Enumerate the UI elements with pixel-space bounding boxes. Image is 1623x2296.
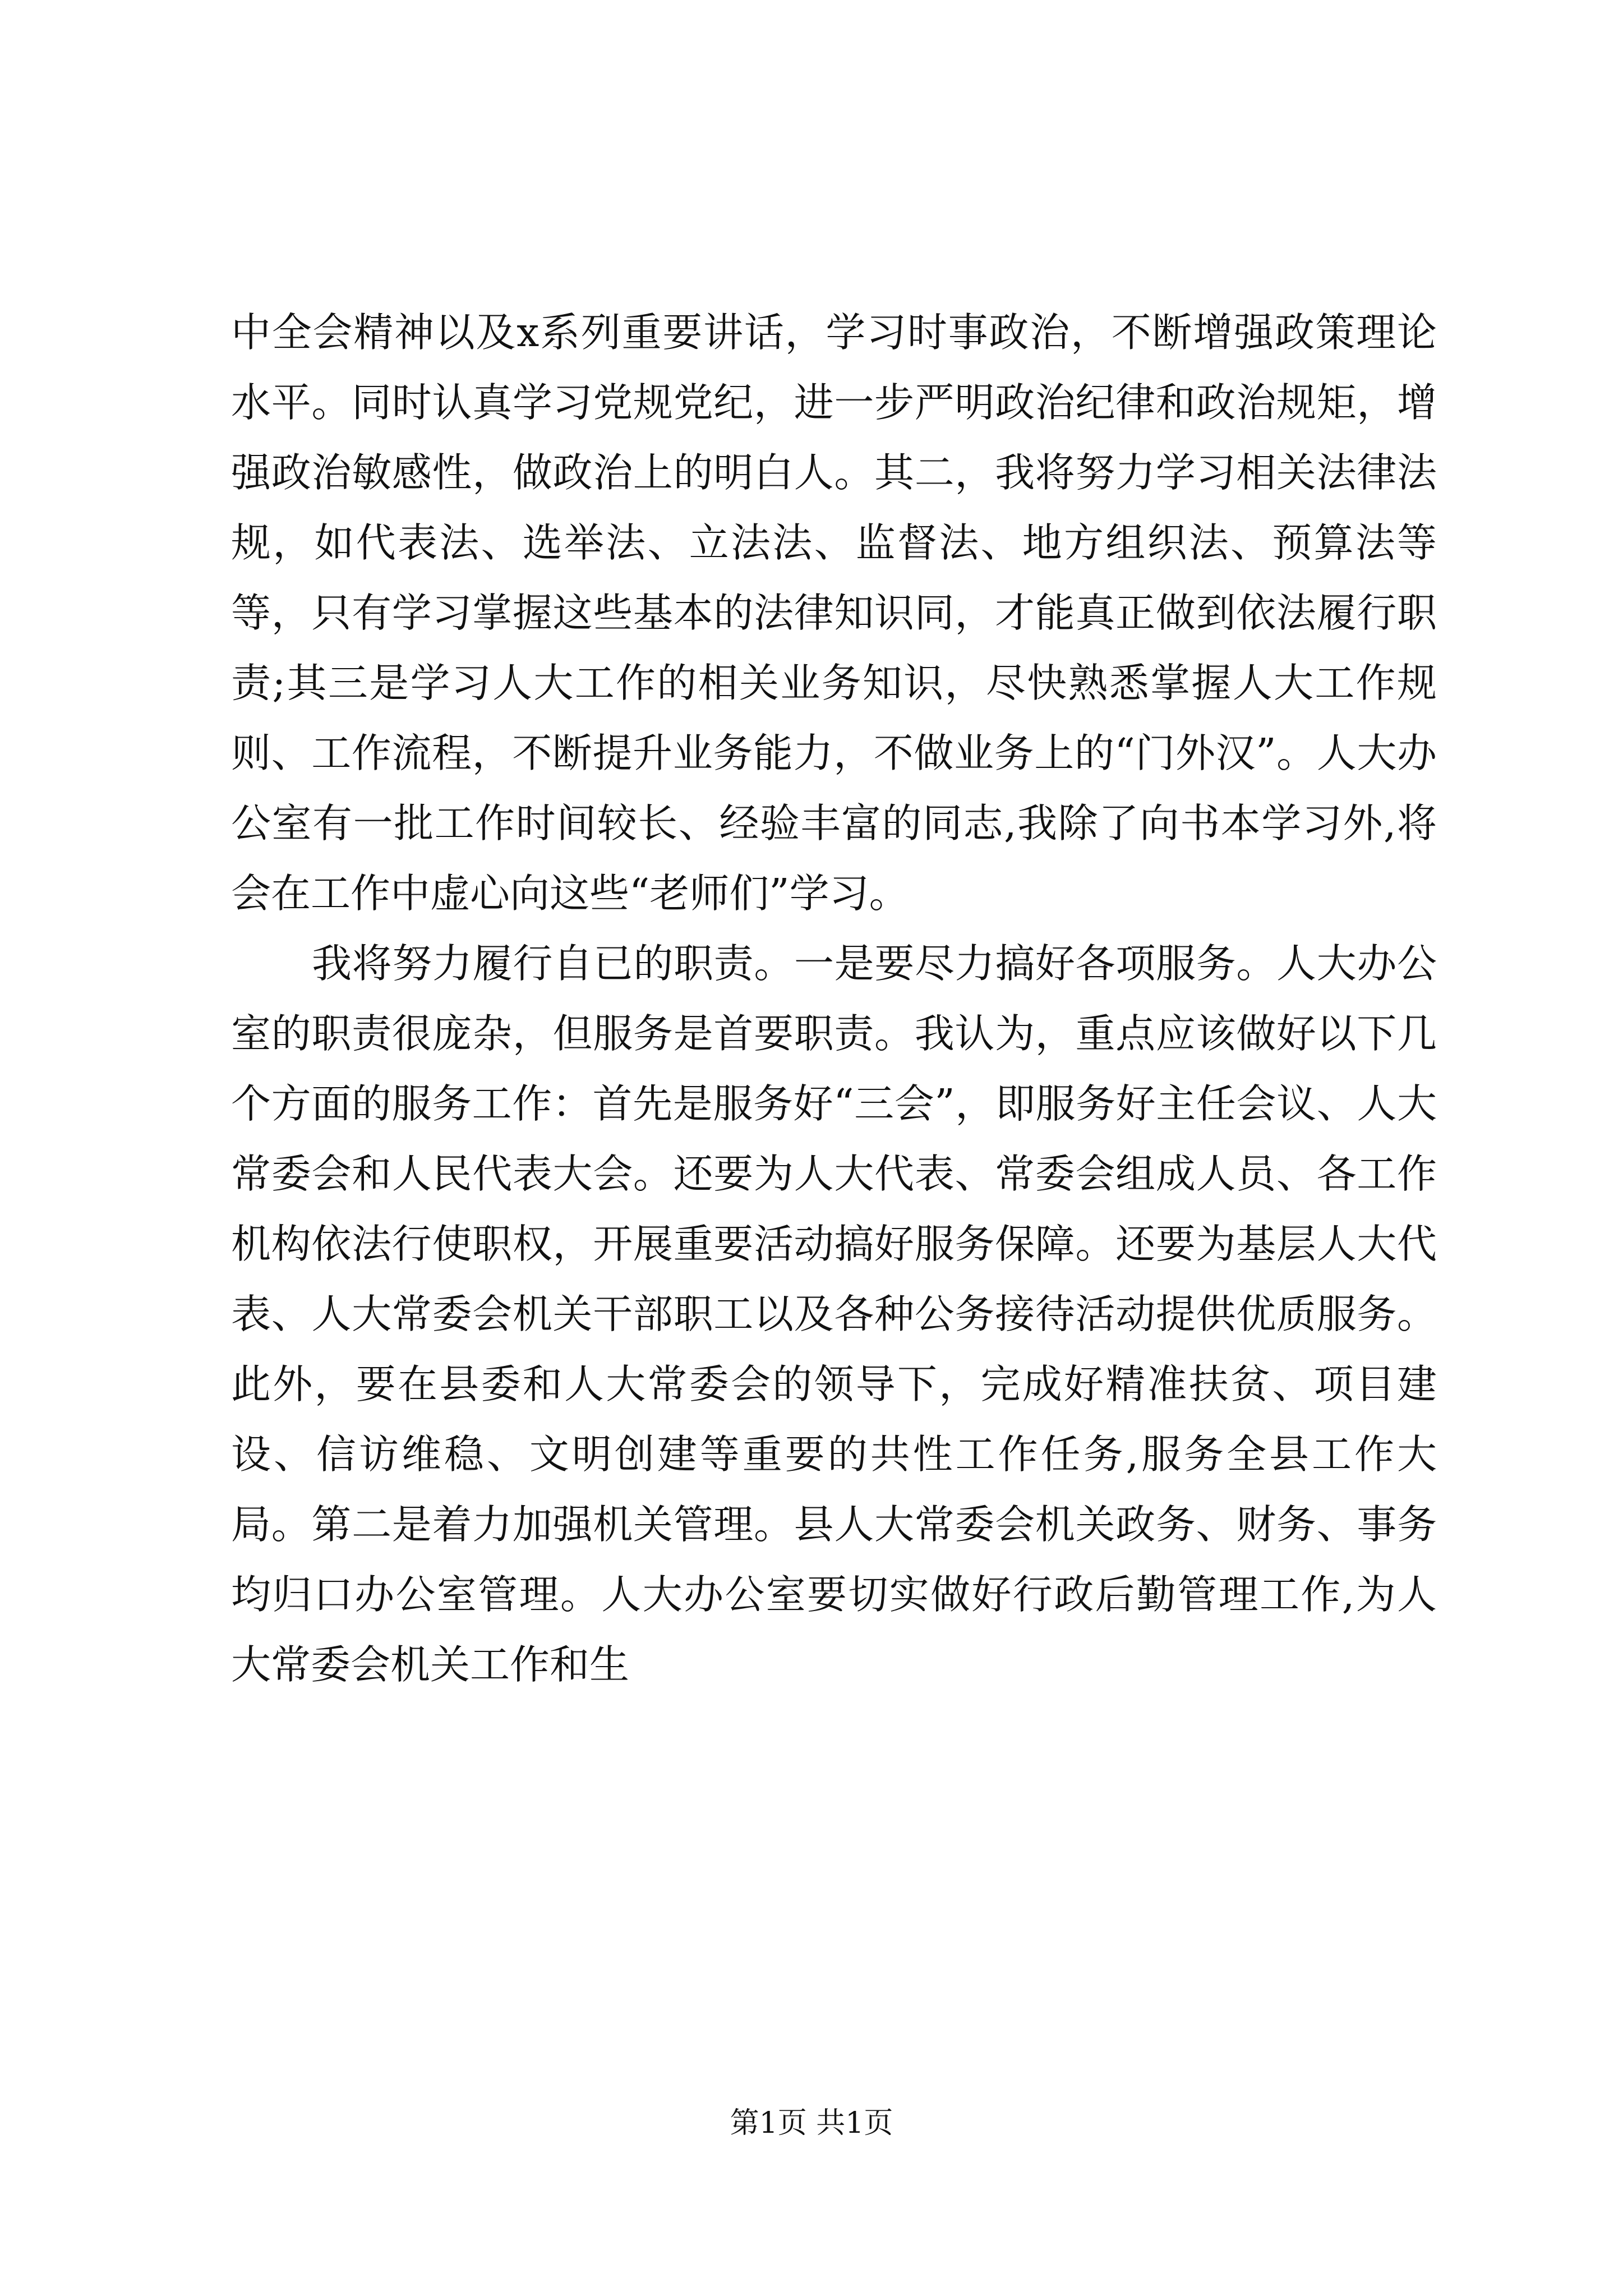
paragraph-duties: 我将努力履行自已的职责。一是要尽力搞好各项服务。人大办公室的职责很庞杂，但服务是首要职责。我认为，重点应该做好以下几个方面的服务工作：首先是服务好“三会”，即服务好主任会议、人大常委会和人民代表大会。还要为人大代表、常委会组成人员、各工作机构依法行使职权，开展重要活动搞好服务保障。还要为基层人大代表、人大常委会机关干部职工以及各种公务接待活动提供优质服务。此外，要在县委和人大常委会的领导下，完成好精准扶贫、项目建设、信访维稳、文明创建等重要的共性工作任务,服务全县工作大局。第二是着力加强机关管理。县人大常委会机关政务、财务、事务均归口办公室管理。人大办公室要切实做好行政后勤管理工作,为人大常委会机关工作和生 bbox=[231, 940, 1437, 1688]
page-footer: 第1页 共1页 bbox=[730, 2106, 893, 2140]
paragraph-continuation: 中全会精神以及x系列重要讲话，学习时事政治，不断增强政策理论水平。同时认真学习党规党纪，进一步严明政治纪律和政治规矩，增强政治敏感性，做政治上的明白人。其二，我将努力学习相关法律法规，如代表法、选举法、立法法、监督法、地方组织法、预算法等等，只有学习掌握这些基本的法律知识同，才能真正做到依法履行职责;其三是学习人大工作的相关业务知识，尽快熟悉掌握人大工作规则、工作流程，不断提升业务能力，不做业务上的“门外汉”。人大办公室有一批工作时间较长、经验丰富的同志,我除了向书本学习外,将会在工作中虚心向这些“老师们”学习。 bbox=[231, 309, 1437, 917]
document-body bbox=[231, 297, 1437, 1700]
